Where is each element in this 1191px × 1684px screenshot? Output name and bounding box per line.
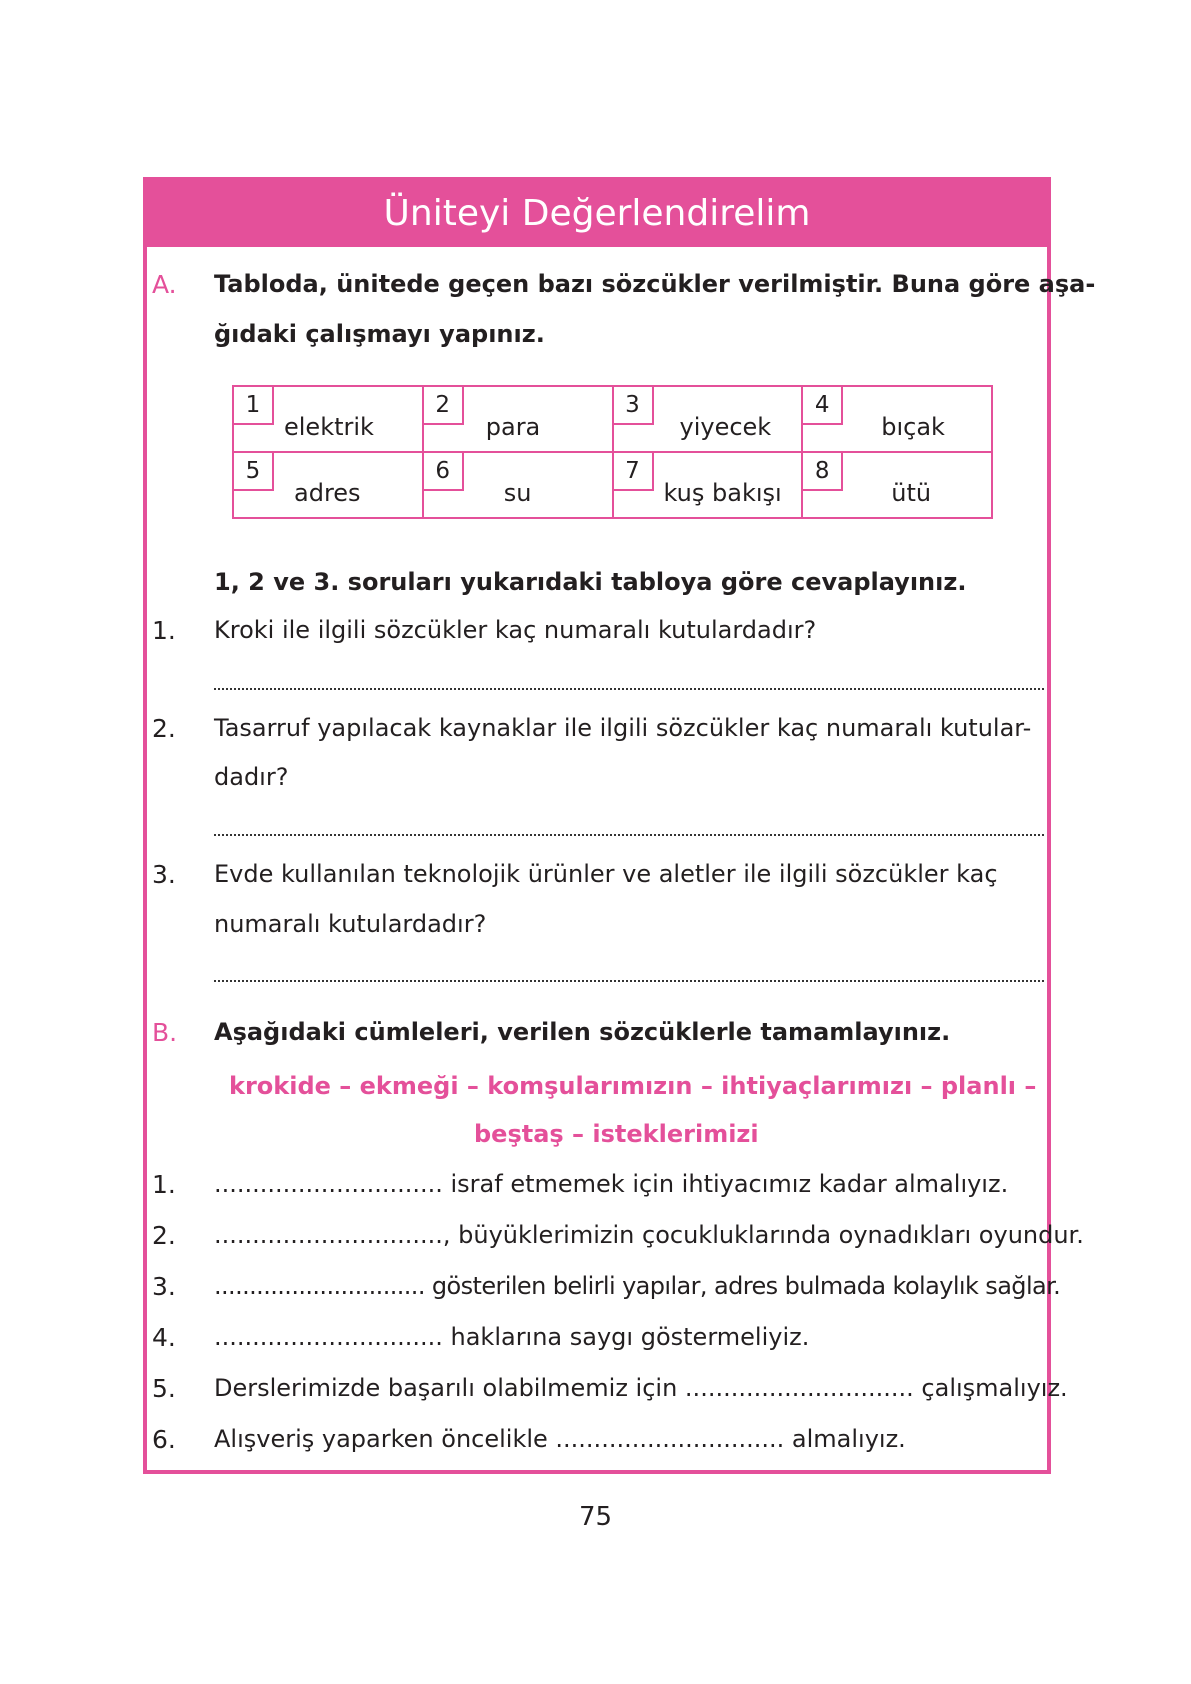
cell-number: 7 bbox=[614, 453, 654, 491]
sentence-number: 6. bbox=[152, 1425, 176, 1454]
question-number: 1. bbox=[152, 616, 176, 645]
word-table-row bbox=[233, 386, 992, 452]
cell-word: adres bbox=[294, 479, 361, 507]
sentence-number: 1. bbox=[152, 1170, 176, 1199]
sentence-text: Alışveriş yaparken öncelikle .............................. almalıyız. bbox=[214, 1425, 906, 1453]
answer-line[interactable] bbox=[214, 688, 1044, 690]
word-bank-line1: krokide – ekmeği – komşularımızın – ihtiyaçlarımızı – planlı – bbox=[229, 1072, 1037, 1100]
question-text: Kroki ile ilgili sözcükler kaç numaralı kutulardadır? bbox=[214, 616, 817, 644]
word-bank-line2: beştaş – isteklerimizi bbox=[474, 1120, 759, 1148]
cell-word: para bbox=[485, 413, 541, 441]
sentence-text: .............................., büyüklerimizin çocukluklarında oynadıkları oyundur. bbox=[214, 1221, 1084, 1249]
section-a-instruction-line2: ğıdaki çalışmayı yapınız. bbox=[214, 320, 545, 348]
sentence-text: Derslerimizde başarılı olabilmemiz için .............................. çalışmalıyız. bbox=[214, 1374, 1068, 1402]
sentence-number: 2. bbox=[152, 1221, 176, 1250]
word-cell bbox=[423, 452, 613, 518]
word-table-row bbox=[233, 452, 992, 518]
word-cell bbox=[802, 386, 992, 452]
cell-word: su bbox=[503, 479, 532, 507]
cell-number: 5 bbox=[234, 453, 274, 491]
section-b-marker: B. bbox=[152, 1018, 178, 1047]
sentence-text: .............................. israf etmemek için ihtiyacımız kadar almalıyız. bbox=[214, 1170, 1009, 1198]
question-number: 3. bbox=[152, 860, 176, 889]
cell-word: ütü bbox=[891, 479, 932, 507]
section-b-instruction: Aşağıdaki cümleleri, verilen sözcüklerle tamamlayınız. bbox=[214, 1018, 951, 1046]
cell-number: 4 bbox=[803, 387, 843, 425]
section-a-marker: A. bbox=[152, 270, 177, 299]
cell-word: bıçak bbox=[881, 413, 945, 441]
word-table bbox=[232, 385, 993, 519]
cell-number: 3 bbox=[614, 387, 654, 425]
page-number: 75 bbox=[578, 1502, 613, 1532]
word-cell bbox=[233, 386, 423, 452]
sentence-number: 4. bbox=[152, 1323, 176, 1352]
word-cell bbox=[613, 452, 803, 518]
question-text-continued: numaralı kutulardadır? bbox=[214, 910, 487, 938]
word-cell bbox=[613, 386, 803, 452]
question-number: 2. bbox=[152, 714, 176, 743]
section-a-instruction-line1: Tabloda, ünitede geçen bazı sözcükler verilmiştir. Buna göre aşa- bbox=[214, 270, 1096, 298]
cell-number: 6 bbox=[424, 453, 464, 491]
cell-word: yiyecek bbox=[679, 413, 772, 441]
cell-number: 2 bbox=[424, 387, 464, 425]
word-cell bbox=[233, 452, 423, 518]
sentence-number: 3. bbox=[152, 1272, 176, 1301]
cell-word: elektrik bbox=[284, 413, 374, 441]
answer-line[interactable] bbox=[214, 980, 1044, 982]
answer-line[interactable] bbox=[214, 834, 1044, 836]
sentence-text: .............................. gösterilen belirli yapılar, adres bulmada kolaylık sağlar. bbox=[214, 1272, 1061, 1300]
sub-instruction: 1, 2 ve 3. soruları yukarıdaki tabloya göre cevaplayınız. bbox=[214, 568, 967, 596]
word-cell bbox=[802, 452, 992, 518]
cell-word: kuş bakışı bbox=[663, 479, 782, 507]
page-title: Üniteyi Değerlendirelim bbox=[147, 181, 1047, 247]
word-cell bbox=[423, 386, 613, 452]
question-text: Tasarruf yapılacak kaynaklar ile ilgili sözcükler kaç numaralı kutular- bbox=[214, 714, 1032, 742]
sentence-text: .............................. haklarına saygı göstermeliyiz. bbox=[214, 1323, 810, 1351]
question-text: Evde kullanılan teknolojik ürünler ve aletler ile ilgili sözcükler kaç bbox=[214, 860, 998, 888]
question-text-continued: dadır? bbox=[214, 763, 289, 791]
sentence-number: 5. bbox=[152, 1374, 176, 1403]
cell-number: 8 bbox=[803, 453, 843, 491]
cell-number: 1 bbox=[234, 387, 274, 425]
